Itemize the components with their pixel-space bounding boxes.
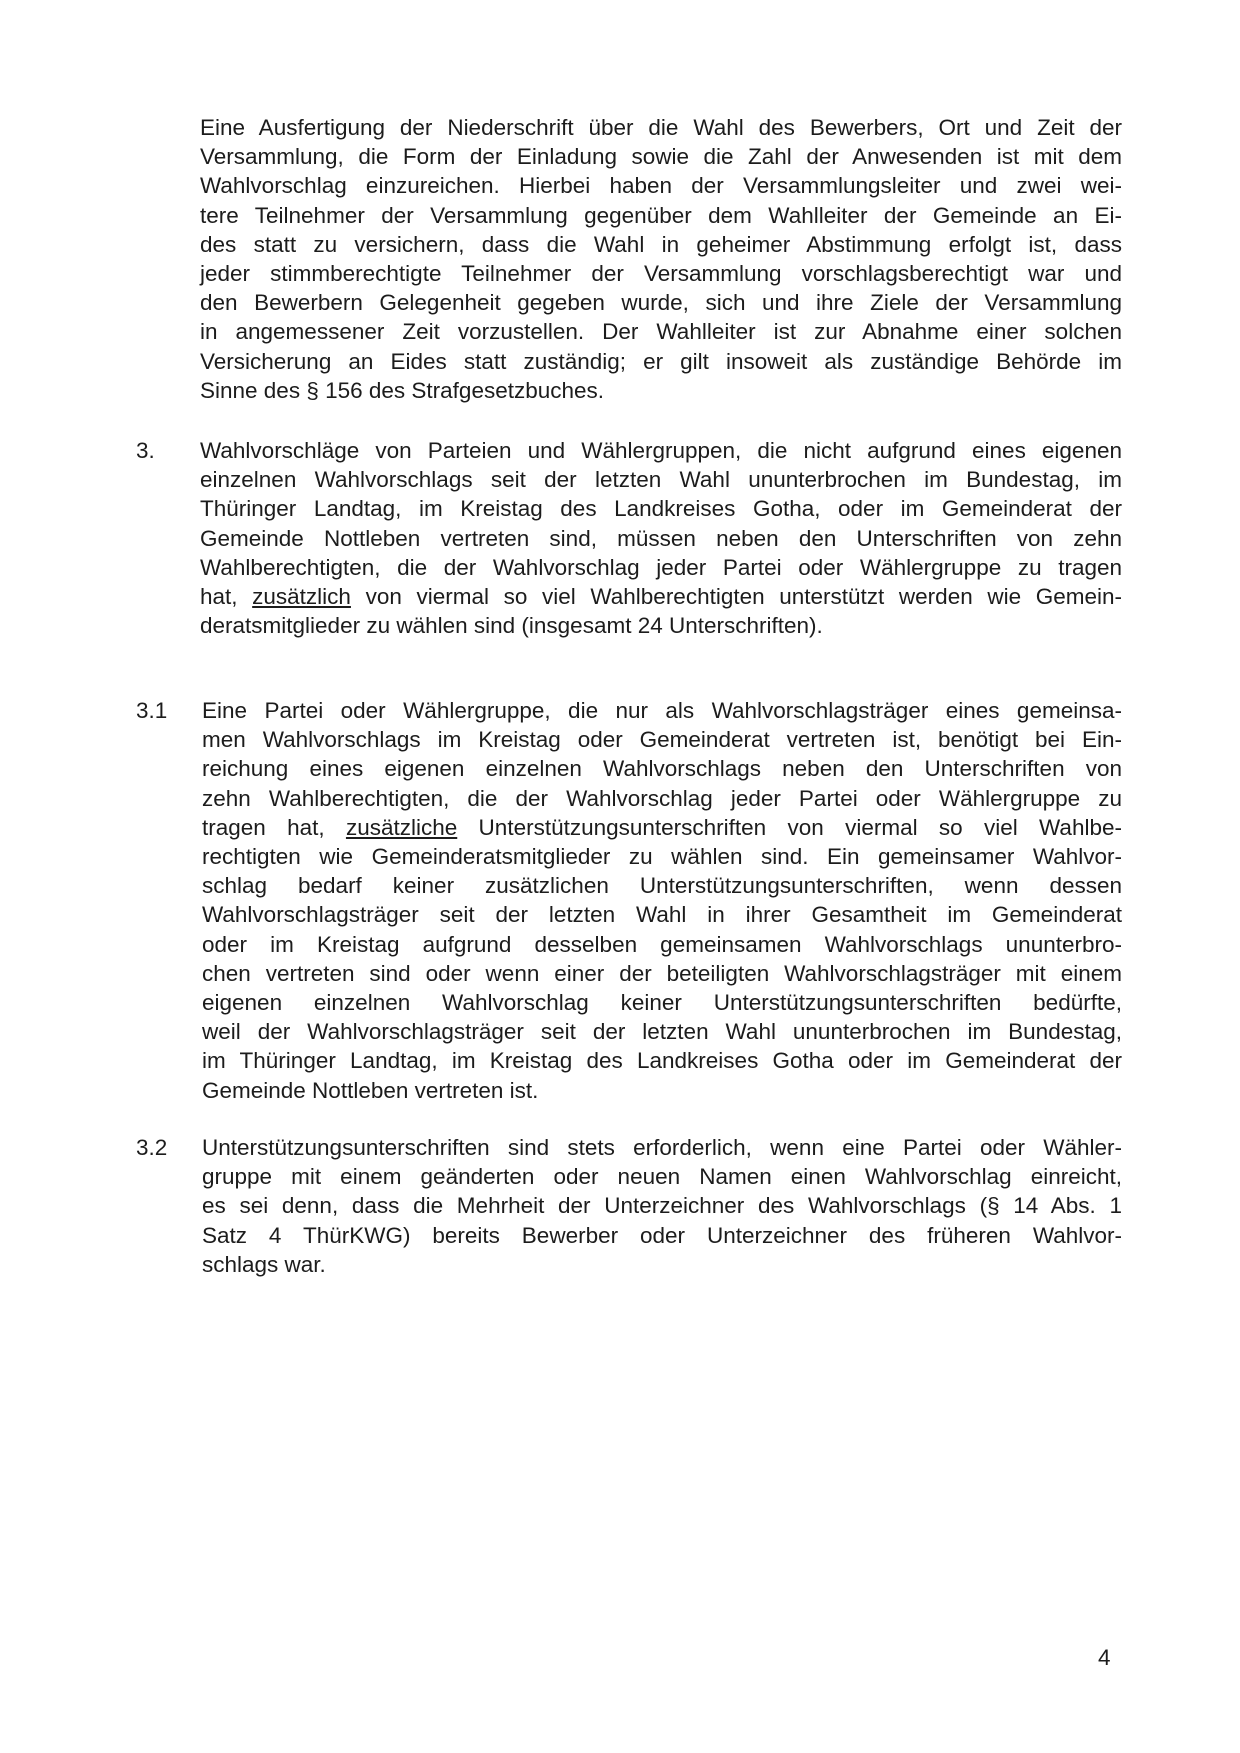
text-line: jeder stimmberechtigte Teilnehmer der Versammlung vorschlagsberechtigt war und bbox=[200, 261, 1122, 287]
section-number-3-2: 3.2 bbox=[136, 1135, 168, 1160]
text-line: schlag bedarf keiner zusätzlichen Unterstützungsunterschriften, wenn dessen bbox=[202, 873, 1122, 899]
text-line: es sei denn, dass die Mehrheit der Unterzeichner des Wahlvorschlags (§ 14 Abs. 1 bbox=[202, 1193, 1122, 1219]
text-line: gruppe mit einem geänderten oder neuen Namen einen Wahlvorschlag einreicht, bbox=[202, 1164, 1122, 1190]
text-line: Eine Partei oder Wählergruppe, die nur als Wahlvorschlagsträger eines gemeinsa- bbox=[202, 698, 1122, 723]
text-line: des statt zu versichern, dass die Wahl in geheimer Abstimmung erfolgt ist, dass bbox=[200, 231, 1122, 257]
text-line-with-underline bbox=[200, 582, 1122, 611]
text-line: weil der Wahlvorschlagsträger seit der letzten Wahl ununterbrochen im Bundestag, bbox=[202, 1019, 1122, 1045]
section-3-text bbox=[200, 436, 1122, 640]
text-line: im Thüringer Landtag, im Kreistag des Landkreises Gotha oder im Gemeinderat der bbox=[202, 1048, 1122, 1074]
text-fragment: tragen hat, bbox=[202, 814, 346, 840]
text-line: zehn Wahlberechtigten, die der Wahlvorschlag jeder Partei oder Wählergruppe zu bbox=[202, 785, 1122, 811]
section-number-3: 3. bbox=[136, 438, 155, 463]
text-line: einzelnen Wahlvorschlags seit der letzten Wahl ununterbrochen im Bundestag, im bbox=[200, 467, 1122, 493]
text-line: schlags war. bbox=[202, 1251, 326, 1277]
text-line: reichung eines eigenen einzelnen Wahlvorschlags neben den Unterschriften von bbox=[202, 756, 1122, 782]
paragraph-intro bbox=[200, 113, 1122, 405]
text-line: Unterstützungsunterschriften sind stets erforderlich, wenn eine Partei oder Wähler- bbox=[202, 1135, 1122, 1160]
text-line: chen vertreten sind oder wenn einer der beteiligten Wahlvorschlagsträger mit einem bbox=[202, 960, 1122, 986]
text-line: Sinne des § 156 des Strafgesetzbuches. bbox=[200, 377, 605, 403]
text-line: eigenen einzelnen Wahlvorschlag keiner Unterstützungsunterschriften bedürfte, bbox=[202, 990, 1122, 1016]
underlined-word: zusätzlich bbox=[252, 584, 351, 610]
text-line: Thüringer Landtag, im Kreistag des Landkreises Gotha, oder im Gemeinderat der bbox=[200, 496, 1122, 522]
text-fragment: hat, bbox=[200, 584, 253, 610]
text-fragment: von viermal so viel Wahlberechtigten unterstützt werden wie Gemein- bbox=[350, 584, 1122, 610]
section-3-1-text bbox=[202, 696, 1122, 1105]
text-line: Wahlvorschlagsträger seit der letzten Wahl in ihrer Gesamtheit im Gemeinderat bbox=[202, 902, 1122, 928]
text-line: in angemessener Zeit vorzustellen. Der Wahlleiter ist zur Abnahme einer solchen bbox=[200, 319, 1122, 345]
text-line: Satz 4 ThürKWG) bereits Bewerber oder Unterzeichner des früheren Wahlvor- bbox=[202, 1222, 1122, 1248]
text-line: Wahlvorschlag einzureichen. Hierbei haben der Versammlungsleiter und zwei wei- bbox=[200, 173, 1122, 199]
text-fragment: Unterstützungsunterschriften von viermal so viel Wahlbe- bbox=[457, 814, 1122, 840]
section-3-2-text bbox=[202, 1133, 1122, 1279]
page-number: 4 bbox=[1098, 1645, 1111, 1670]
text-line: oder im Kreistag aufgrund desselben gemeinsamen Wahlvorschlags ununterbro- bbox=[202, 931, 1122, 957]
text-line: Gemeinde Nottleben vertreten sind, müssen neben den Unterschriften von zehn bbox=[200, 525, 1122, 551]
text-line: den Bewerbern Gelegenheit gegeben wurde, sich und ihre Ziele der Versammlung bbox=[200, 290, 1122, 316]
text-line-with-underline bbox=[202, 813, 1122, 842]
text-line: Gemeinde Nottleben vertreten ist. bbox=[202, 1077, 539, 1103]
underlined-word: zusätzliche bbox=[345, 814, 458, 840]
text-line: tere Teilnehmer der Versammlung gegenüber dem Wahlleiter der Gemeinde an Ei- bbox=[200, 202, 1122, 228]
text-line: Eine Ausfertigung der Niederschrift über die Wahl des Bewerbers, Ort und Zeit der bbox=[200, 115, 1122, 140]
text-line: deratsmitglieder zu wählen sind (insgesamt 24 Unterschriften). bbox=[200, 613, 823, 639]
text-line: Wahlvorschläge von Parteien und Wählergruppen, die nicht aufgrund eines eigenen bbox=[200, 438, 1122, 463]
text-line: men Wahlvorschlags im Kreistag oder Gemeinderat vertreten ist, benötigt bei Ein- bbox=[202, 727, 1122, 753]
text-line: Wahlberechtigten, die der Wahlvorschlag jeder Partei oder Wählergruppe zu tragen bbox=[200, 554, 1122, 580]
section-number-3-1: 3.1 bbox=[136, 698, 168, 723]
text-line: Versammlung, die Form der Einladung sowie die Zahl der Anwesenden ist mit dem bbox=[200, 144, 1122, 170]
text-line: rechtigten wie Gemeinderatsmitglieder zu wählen sind. Ein gemeinsamer Wahlvor- bbox=[202, 844, 1122, 870]
text-line: Versicherung an Eides statt zuständig; er gilt insoweit als zuständige Behörde im bbox=[200, 348, 1122, 374]
